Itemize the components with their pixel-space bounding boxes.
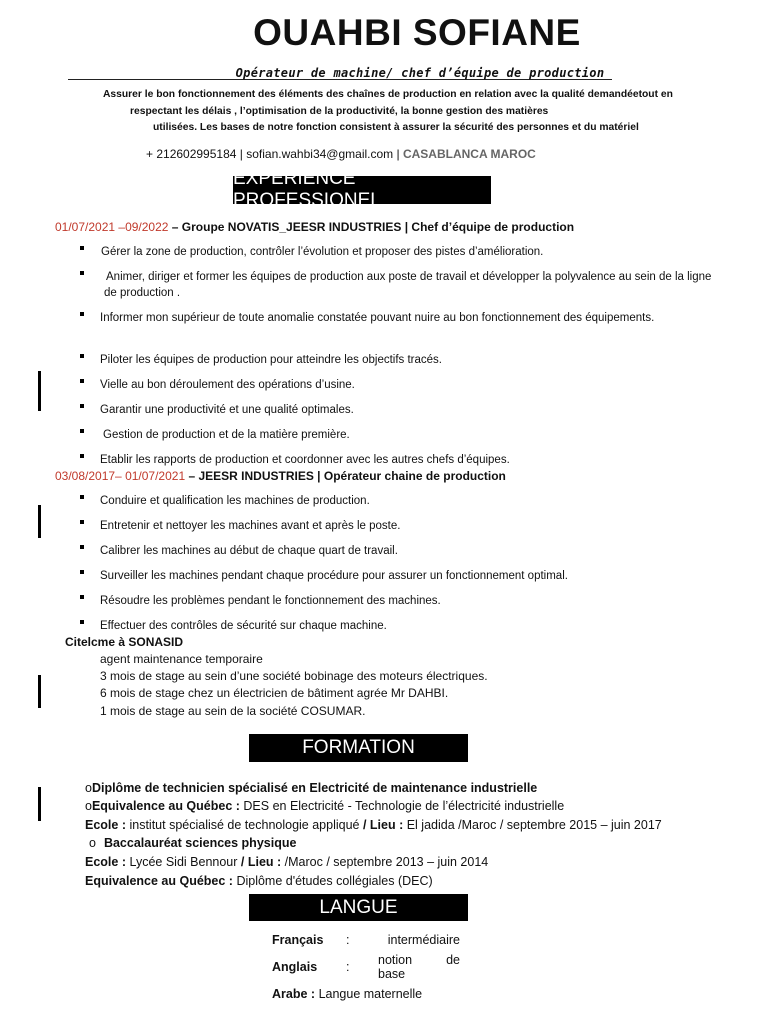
- formation-equivalence-2: Equivalence au Québec : Diplôme d'études collégiales (DEC): [85, 874, 433, 888]
- bullet-icon: [80, 520, 84, 524]
- job1-company: – Groupe NOVATIS_JEESR INDUSTRIES | Chef d’équipe de production: [171, 220, 575, 234]
- summary-line-2: respectant les délais , l’optimisation de la productivité, la bonne gestion des matières: [130, 106, 549, 117]
- bullet-icon: [80, 595, 84, 599]
- section-title: LANGUE: [319, 896, 398, 918]
- job2-heading: [55, 469, 506, 483]
- job1-dates: 01/07/2021 –09/2022: [55, 220, 169, 234]
- other-title: Citelcme à SONASID: [65, 635, 184, 649]
- contact-line: [146, 147, 536, 161]
- margin-bar: [38, 675, 41, 708]
- bullet-icon: [80, 312, 84, 316]
- language-row: Arabe : Langue maternelle: [272, 987, 423, 1001]
- other-line: 6 mois de stage chez un électricien de bâtiment agrée Mr DAHBI.: [100, 686, 449, 700]
- bullet-icon: [80, 429, 84, 433]
- formation-diploma-2: o Baccalauréat sciences physique: [85, 836, 296, 850]
- email: sofian.wahbi34@gmail.com: [246, 147, 394, 161]
- section-langue-header: [249, 894, 468, 921]
- job-subtitle: Opérateur de machine/ chef d’équipe de production: [235, 66, 605, 80]
- formation-ecole-2: Ecole : Lycée Sidi Bennour / Lieu : /Maroc / septembre 2013 – juin 2014: [85, 855, 489, 869]
- section-title: EXPERIENCE PROFESSIONEL: [233, 168, 381, 211]
- bullet-icon: [80, 354, 84, 358]
- job1-bullet: Animer, diriger et former les équipes de production aux poste de travail et développer la polyvalence au sein de la ligne de production .: [104, 271, 712, 299]
- job2-bullet: Entretenir et nettoyer les machines avant et après le poste.: [100, 520, 401, 532]
- language-row: Anglais : notion de base: [272, 953, 460, 981]
- summary-line-3: utilisées. Les bases de notre fonction consistent à assurer la sécurité des personnes et du matériel: [153, 122, 639, 133]
- other-line: agent maintenance temporaire: [100, 652, 263, 666]
- other-line: 3 mois de stage au sein d’une société bobinage des moteurs électriques.: [100, 669, 488, 683]
- formation-diploma-1: oDiplôme de technicien spécialisé en Electricité de maintenance industrielle: [85, 781, 538, 795]
- bullet-icon: [80, 271, 84, 275]
- job1-bullet: Informer mon supérieur de toute anomalie constatée pouvant nuire au bon fonctionnement des équipements.: [100, 312, 655, 324]
- job2-dates: 03/08/2017– 01/07/2021: [55, 469, 186, 483]
- circle-bullet-icon: o: [89, 836, 96, 850]
- margin-bar: [38, 787, 41, 821]
- job1-bullet: Vielle au bon déroulement des opérations d’usine.: [100, 379, 355, 391]
- circle-bullet-icon: o: [85, 799, 92, 813]
- separator: |: [239, 147, 247, 161]
- job2-bullet: Surveiller les machines pendant chaque procédure pour assurer un fonctionnement optimal.: [100, 570, 568, 582]
- bullet-icon: [80, 570, 84, 574]
- job2-bullet: Résoudre les problèmes pendant le fonctionnement des machines.: [100, 595, 441, 607]
- job1-bullet: Etablir les rapports de production et coordonner avec les autres chefs d’équipes.: [100, 454, 510, 466]
- bullet-icon: [80, 246, 84, 250]
- job2-bullet: Calibrer les machines au début de chaque quart de travail.: [100, 545, 398, 557]
- section-formation-header: [249, 734, 468, 762]
- section-experience-header: [233, 168, 491, 211]
- bullet-icon: [80, 454, 84, 458]
- job1-heading: [55, 220, 574, 234]
- summary-line-1: Assurer le bon fonctionnement des éléments des chaînes de production en relation avec la qualité demandéetout en: [103, 89, 673, 100]
- section-title: FORMATION: [302, 737, 415, 758]
- job2-bullet: Effectuer des contrôles de sécurité sur chaque machine.: [100, 620, 387, 632]
- circle-bullet-icon: o: [85, 781, 92, 795]
- bullet-icon: [80, 545, 84, 549]
- city: CASABLANCA MAROC: [402, 147, 536, 161]
- separator: |: [396, 147, 403, 161]
- job2-company: – JEESR INDUSTRIES | Opérateur chaine de production: [188, 469, 506, 483]
- margin-bar: [38, 371, 41, 411]
- job1-bullet: Gestion de production et de la matière première.: [103, 429, 350, 441]
- phone: + 212602995184: [146, 147, 237, 161]
- bullet-icon: [80, 495, 84, 499]
- bullet-icon: [80, 404, 84, 408]
- margin-bar: [38, 505, 41, 538]
- language-table: [272, 933, 460, 1007]
- other-line: 1 mois de stage au sein de la société COSUMAR.: [100, 704, 366, 718]
- job1-bullet: Garantir une productivité et une qualité optimales.: [100, 404, 354, 416]
- job1-bullet: Piloter les équipes de production pour atteindre les objectifs tracés.: [100, 354, 443, 366]
- job2-bullet: Conduire et qualification les machines de production.: [100, 495, 370, 507]
- bullet-icon: [80, 379, 84, 383]
- job1-bullet: Gérer la zone de production, contrôler l’évolution et proposer des pistes d’amélioration.: [101, 246, 544, 258]
- formation-ecole-1: Ecole : institut spécialisé de technologie appliqué / Lieu : El jadida /Maroc / septembre 2015 – juin 2017: [85, 818, 662, 832]
- candidate-name: OUAHBI SOFIANE: [253, 12, 581, 53]
- formation-equivalence-1: oEquivalence au Québec : DES en Electricité - Technologie de l’électricité industrielle: [85, 799, 565, 813]
- bullet-icon: [80, 620, 84, 624]
- language-row: Français : intermédiaire: [272, 933, 460, 947]
